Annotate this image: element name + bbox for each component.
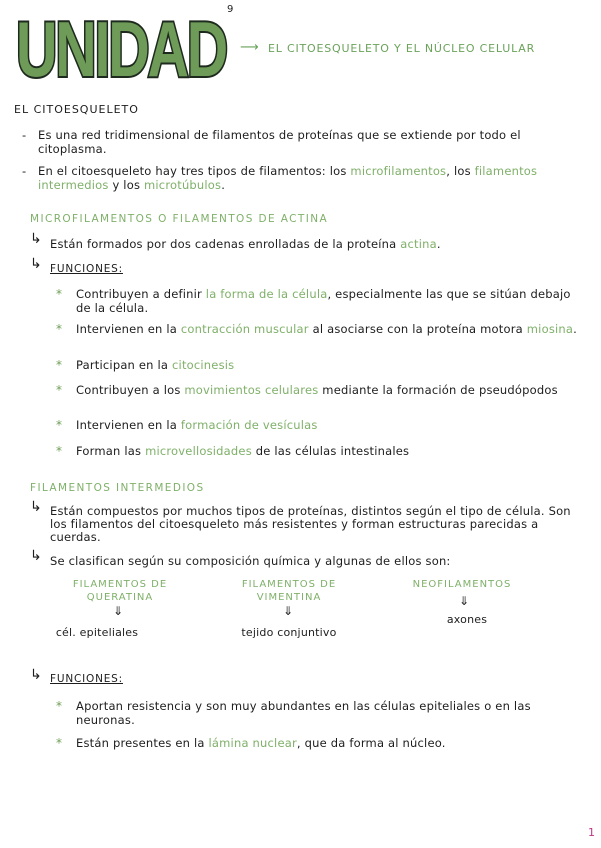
unidad-logo	[12, 6, 230, 84]
unit-title: EL CITOESQUELETO Y EL NÚCLEO CELULAR	[268, 42, 536, 55]
asterisk-icon: *	[56, 287, 62, 301]
dash-2: -	[22, 164, 27, 178]
asterisk-icon: *	[56, 358, 62, 372]
asterisk-icon: *	[56, 699, 62, 713]
asterisk-icon: *	[56, 736, 62, 750]
section-heading-intermedios: FILAMENTOS INTERMEDIOS	[30, 482, 205, 494]
microfilamentos-function-6: Forman las microvellosidades de las células intestinales	[76, 444, 410, 458]
asterisk-icon: *	[56, 444, 62, 458]
funciones-label: FUNCIONES:	[50, 673, 123, 685]
intermedios-description: Están compuestos por muchos tipos de proteínas, distintos según el tipo de célula. Son los filamentos del citoesqueleto más resistentes y forman estructuras parecidas a cuerdas.	[50, 504, 571, 544]
asterisk-icon: *	[56, 383, 62, 397]
column-head-vimentina: FILAMENTOS DE VIMENTINA	[241, 579, 337, 603]
arrow-return-icon: ↳	[30, 499, 42, 515]
microfilamentos-function-5: Intervienen en la formación de vesículas	[76, 418, 318, 432]
microfilamentos-function-3: Participan en la citocinesis	[76, 358, 235, 372]
funciones-label: FUNCIONES:	[50, 263, 123, 275]
section-heading-microfilamentos: MICROFILAMENTOS O FILAMENTOS DE ACTINA	[30, 213, 329, 225]
dash-1: -	[22, 128, 27, 142]
asterisk-icon: *	[56, 418, 62, 432]
unit-number: 9	[227, 4, 234, 15]
microfilamentos-function-4: Contribuyen a los movimientos celulares mediante la formación de pseudópodos	[76, 383, 558, 397]
microfilamentos-function-1: Contribuyen a definir la forma de la célula, especialmente las que se sitúan debajo de la célula.	[76, 287, 571, 315]
intermedios-function-2: Están presentes en la lámina nuclear, que da forma al núcleo.	[76, 736, 446, 750]
unidad-text: UNIDAD	[16, 6, 227, 84]
double-arrow-down-icon: ⇓	[458, 594, 470, 608]
microfilamentos-composition: Están formados por dos cadenas enrolladas de la proteína actina.	[50, 237, 441, 251]
asterisk-icon: *	[56, 322, 62, 336]
column-value-neofilamentos: axones	[446, 613, 488, 626]
arrow-return-icon: ↳	[30, 548, 42, 564]
column-value-queratina: cél. epiteliales	[55, 626, 139, 639]
page-number: 1	[588, 826, 595, 839]
double-arrow-down-icon: ⇓	[282, 604, 294, 618]
paragraph-filament-types: En el citoesqueleto hay tres tipos de filamentos: los microfilamentos, los filamentos intermedios y los microtúbulos.	[38, 164, 538, 192]
column-head-neofilamentos: NEOFILAMENTOS	[412, 579, 512, 590]
microfilamentos-function-2: Intervienen en la contracción muscular al asociarse con la proteína motora miosina.	[76, 322, 577, 336]
arrow-return-icon: ↳	[30, 256, 42, 272]
arrow-return-icon: ↳	[30, 667, 42, 683]
title-arrow-icon: ⟶	[240, 40, 259, 55]
intermedios-classification: Se clasifican según su composición química y algunas de ellos son:	[50, 554, 451, 568]
intermedios-function-1: Aportan resistencia y son muy abundantes en las células epiteliales o en las neuronas.	[76, 699, 531, 727]
column-value-vimentina: tejido conjuntivo	[241, 626, 337, 639]
double-arrow-down-icon: ⇓	[112, 604, 124, 618]
paragraph-definition: Es una red tridimensional de filamentos de proteínas que se extiende por todo el citoplasma.	[38, 128, 521, 156]
column-head-queratina: FILAMENTOS DE QUERATINA	[72, 579, 168, 603]
section-heading-citoesqueleto: EL CITOESQUELETO	[14, 103, 139, 116]
arrow-return-icon: ↳	[30, 231, 42, 247]
